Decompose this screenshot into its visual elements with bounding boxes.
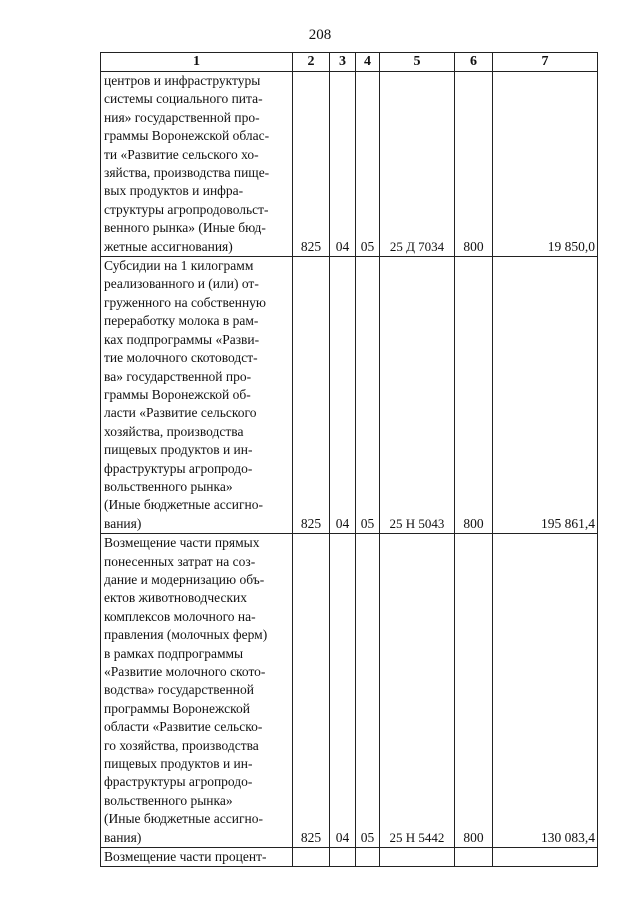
row-description: Возмещение части прямых понесенных затрат на соз- дание и модернизацию объ- ектов животноводческих комплексов молочного на- правления (молочных ферм) в рамках подпрограммы «Развитие молочного ското- водства» государственной программы Воронежской области «Развитие сельско- го хозяйства, производства пищевых продуктов и ин- фраструктуры агропродо- вольственного рынка» (Иные бюджетные ассигно- вания): [101, 534, 293, 848]
target-article-cell: [380, 848, 455, 867]
ministry-code-cell: 825: [293, 257, 330, 534]
row-description: Субсидии на 1 килограмм реализованного и (или) от- груженного на собственную переработку молока в рам- ках подпрограммы «Разви- тие молочного скотоводст- ва» государственной про- граммы Воронежской об- ласти «Развитие сельского хозяйства, производства пищевых продуктов и ин- фраструктуры агропродо- вольственного рынка» (Иные бюджетные ассигно- вания): [101, 257, 293, 534]
expense-type-cell: 800: [455, 257, 493, 534]
column-header-4: 4: [356, 53, 380, 72]
subsection-code-cell: 05: [356, 72, 380, 257]
ministry-code-cell: 825: [293, 72, 330, 257]
header-row: [101, 53, 598, 72]
section-code-cell: 04: [330, 257, 356, 534]
subsection-code-cell: 05: [356, 534, 380, 848]
column-header-5: 5: [380, 53, 455, 72]
ministry-code-cell: 825: [293, 534, 330, 848]
ministry-code-cell: [293, 848, 330, 867]
table-row: [101, 257, 598, 534]
subsection-code-cell: [356, 848, 380, 867]
table-row: [101, 848, 598, 867]
column-header-1: 1: [101, 53, 293, 72]
page-number: 208: [308, 27, 332, 43]
amount-cell: 195 861,4: [493, 257, 598, 534]
section-code-cell: 04: [330, 534, 356, 848]
section-code-cell: 04: [330, 72, 356, 257]
target-article-cell: 25 Н 5442: [380, 534, 455, 848]
row-description: центров и инфраструктуры системы социального пита- ния» государственной про- граммы Воронежской облас- ти «Развитие сельского хо- зяйства, производства пище- вых продуктов и инфра- структуры агропродовольст- венного рынка» (Иные бюд- жетные ассигнования): [101, 72, 293, 257]
table-row: [101, 72, 598, 257]
amount-cell: 130 083,4: [493, 534, 598, 848]
expense-type-cell: [455, 848, 493, 867]
section-code-cell: [330, 848, 356, 867]
amount-cell: [493, 848, 598, 867]
target-article-cell: 25 Н 5043: [380, 257, 455, 534]
column-header-7: 7: [493, 53, 598, 72]
amount-cell: 19 850,0: [493, 72, 598, 257]
subsection-code-cell: 05: [356, 257, 380, 534]
target-article-cell: 25 Д 7034: [380, 72, 455, 257]
row-description: Возмещение части процент-: [101, 848, 293, 867]
column-header-2: 2: [293, 53, 330, 72]
expense-type-cell: 800: [455, 534, 493, 848]
budget-table: [100, 52, 598, 867]
column-header-6: 6: [455, 53, 493, 72]
expense-type-cell: 800: [455, 72, 493, 257]
table-row: [101, 534, 598, 848]
column-header-3: 3: [330, 53, 356, 72]
